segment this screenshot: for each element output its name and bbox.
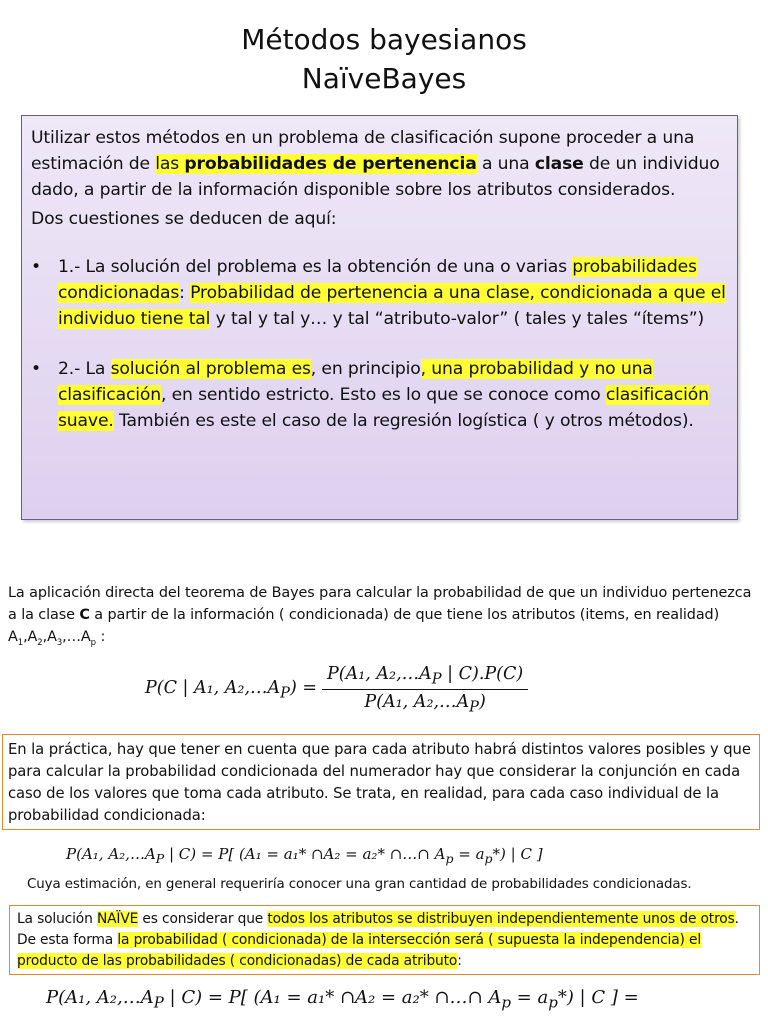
bayes-formula bbox=[145, 664, 528, 715]
b2-text-d: También es este el caso de la regresión logística ( y otros métodos). bbox=[113, 411, 694, 431]
formula1-denominator bbox=[364, 690, 485, 716]
independence-highlight: todos los atributos se distribuyen independientemente unos de otros bbox=[267, 911, 735, 927]
highlight-las bbox=[155, 154, 476, 174]
sub-1: 1 bbox=[17, 637, 24, 648]
practice-box bbox=[2, 734, 760, 830]
b2-highlight-1: solución al problema es bbox=[110, 359, 311, 379]
sub-p: p bbox=[90, 637, 96, 648]
practice-text: En la práctica, hay que tener en cuenta que para cada atributo habrá distintos valores posibles y que para calcular la probabilidad condicionada del numerador hay que considerar la conjunción en cada caso de los valores que toma cada atributo. Se trata, en realidad, para cada caso individual de la probabilidad condicionada: bbox=[8, 741, 751, 824]
b2-highlight-3: clasificación suave. bbox=[58, 385, 709, 431]
joint-formula bbox=[66, 845, 543, 866]
formula1-lhs-text: P(C | A₁, A₂,…A bbox=[145, 677, 281, 698]
naive-formula bbox=[46, 987, 639, 1012]
estimation-note: Cuya estimación, en general requeriría conocer una gran cantidad de probabilidades condicionadas. bbox=[27, 877, 692, 892]
formula3-sub2: p bbox=[501, 993, 511, 1012]
intro-text-c: de un individuo dado, a partir de la información disponible sobre los atributos considerados. bbox=[31, 154, 720, 200]
formula3-sub1: P bbox=[153, 993, 164, 1012]
formula1-lhs-end: ) = bbox=[289, 677, 318, 698]
naive-box bbox=[9, 905, 760, 975]
formula3-b: | C) = P[ (A₁ = a₁* ∩A₂ = a₂* ∩…∩ A bbox=[163, 987, 502, 1008]
formula2-d: *) | C ] bbox=[492, 845, 543, 863]
naive-text bbox=[17, 909, 754, 972]
attr-a2: ,A bbox=[23, 629, 38, 645]
bullet-dot-icon: • bbox=[31, 257, 41, 277]
questions-intro: Dos cuestiones se deducen de aquí: bbox=[31, 209, 337, 229]
intro-text-b: a una bbox=[476, 154, 535, 174]
naive-highlight: NAÏVE bbox=[96, 911, 139, 927]
intro-paragraph bbox=[31, 125, 728, 203]
formula1-den-end: ) bbox=[478, 691, 486, 712]
formula1-num-sub: P bbox=[431, 670, 442, 688]
bayes-text-b: a partir de la información ( condicionada) de que tiene los atributos (items, en realidad) A bbox=[8, 607, 720, 645]
formula1-den-text: P(A₁, A₂,…A bbox=[364, 691, 470, 712]
formula3-sub3: p bbox=[548, 993, 558, 1012]
intro-bold-clase: clase bbox=[534, 154, 584, 174]
formula1-fraction bbox=[322, 664, 528, 715]
naive-text-c: . De esta forma bbox=[17, 911, 739, 948]
formula1-numerator bbox=[322, 664, 528, 690]
formula1-den-sub: P bbox=[469, 698, 479, 715]
attr-ap: ,…A bbox=[62, 629, 91, 645]
formula1-lhs bbox=[145, 678, 317, 702]
formula1-num-end: | C).P(C) bbox=[441, 664, 524, 684]
b2-text-b: , en principio bbox=[310, 359, 421, 379]
bayes-text-end: : bbox=[95, 629, 106, 645]
title-line-1: Métodos bayesianos bbox=[241, 23, 527, 56]
formula1-lhs-sub: P bbox=[280, 684, 290, 702]
formula2-b: | C) = P[ (A₁ = a₁* ∩A₂ = a₂* ∩…∩ A bbox=[164, 845, 446, 863]
b1-highlight-2: Probabilidad de pertenencia a una clase, condicionada a que el individuo tiene tal bbox=[58, 283, 726, 329]
attr-a3: ,A bbox=[42, 629, 57, 645]
sub-2: 2 bbox=[37, 637, 43, 648]
formula1-num-text: P(A₁, A₂,…A bbox=[327, 664, 432, 684]
intro-bold-pertenencia: probabilidades de pertenencia bbox=[184, 154, 477, 174]
bullet-dot-icon: • bbox=[31, 359, 41, 379]
formula2-sub1: P bbox=[155, 851, 165, 866]
formula3-d: *) | C ] = bbox=[557, 987, 639, 1008]
b2-highlight-2: , una probabilidad y no una clasificación bbox=[58, 359, 653, 405]
formula2-c: = a bbox=[453, 845, 485, 863]
b2-text-c: , en sentido estricto. Esto es lo que se conoce como bbox=[160, 385, 606, 405]
b1-colon: : bbox=[179, 283, 191, 303]
naive-text-b: es considerar que bbox=[138, 911, 268, 927]
b1-text-b: y tal y tal y… y tal “atributo-valor” ( tales y tales “ítems”) bbox=[210, 309, 705, 329]
intro-text-las: las bbox=[155, 154, 185, 174]
intro-box bbox=[21, 115, 738, 520]
b1-highlight-1: probabilidades condicionadas bbox=[58, 257, 697, 303]
naive-text-a: La solución bbox=[17, 911, 97, 927]
formula2-sub3: p bbox=[484, 851, 493, 866]
bullet-item-1 bbox=[31, 254, 728, 332]
product-highlight: la probabilidad ( condicionada) de la intersección será ( supuesta la independencia) el producto de las probabilidades ( condicionadas) de cada atributo bbox=[17, 932, 701, 969]
title-line-2: NaïveBayes bbox=[301, 62, 467, 95]
formula3-a: P(A₁, A₂,…A bbox=[46, 987, 154, 1008]
formula2-a: P(A₁, A₂,…A bbox=[66, 845, 156, 863]
class-letter: C bbox=[79, 607, 90, 623]
sub-3: 3 bbox=[56, 637, 63, 648]
intro-text-a: Utilizar estos métodos en un problema de clasificación supone proceder a una estimación de bbox=[31, 128, 695, 174]
bullet-item-2 bbox=[31, 356, 728, 434]
b2-text-a: 2.- La bbox=[58, 359, 111, 379]
formula3-c: = a bbox=[510, 987, 549, 1008]
slide-title bbox=[0, 20, 768, 98]
formula2-sub2: p bbox=[445, 851, 454, 866]
bayes-text-a: La aplicación directa del teorema de Bayes para calcular la probabilidad de que un individuo pertenezca a la clase bbox=[8, 585, 752, 623]
naive-text-d: : bbox=[457, 953, 462, 969]
b1-text-a: 1.- La solución del problema es la obtención de una o varias bbox=[58, 257, 573, 277]
bayes-paragraph bbox=[8, 582, 760, 654]
